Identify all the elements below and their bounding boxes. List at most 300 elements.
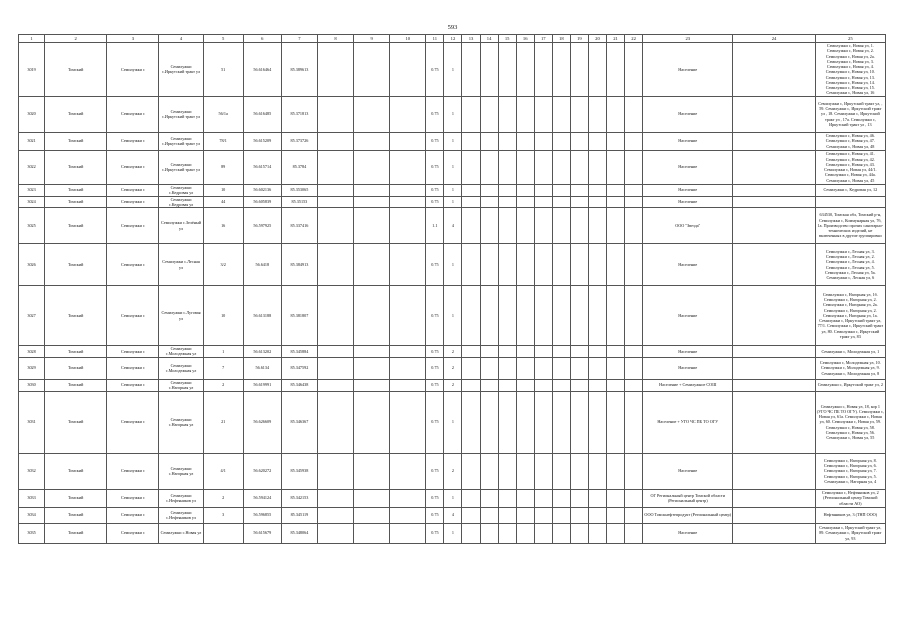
empty-cell — [498, 391, 516, 453]
empty-cell — [462, 150, 480, 184]
cell-area: 0.75 — [426, 357, 444, 379]
empty-cell — [534, 244, 552, 286]
empty-cell — [534, 208, 552, 244]
cell-id: 3032 — [19, 453, 45, 489]
empty-cell — [606, 196, 624, 208]
cell-region: Томский — [45, 286, 107, 346]
empty-cell — [498, 208, 516, 244]
cell-house: 7 — [203, 357, 243, 379]
empty-cell — [516, 357, 534, 379]
empty-cell — [516, 453, 534, 489]
empty-cell — [606, 244, 624, 286]
empty-cell — [733, 150, 815, 184]
empty-cell — [625, 208, 643, 244]
empty-cell — [480, 43, 498, 97]
table-row — [19, 208, 886, 244]
cell-id: 3019 — [19, 43, 45, 97]
table-row — [19, 184, 886, 196]
table-row — [19, 150, 886, 184]
cell-region: Томский — [45, 357, 107, 379]
empty-cell — [354, 507, 390, 523]
empty-cell — [588, 391, 606, 453]
cell-region: Томский — [45, 453, 107, 489]
cell-count: 1 — [444, 391, 462, 453]
empty-cell — [480, 150, 498, 184]
cell-owner: Население + УГО ЧС ПБ ТО ОГУ — [643, 391, 733, 453]
empty-cell — [498, 196, 516, 208]
cell-settlement: Семилужки с — [107, 357, 159, 379]
empty-cell — [552, 208, 570, 244]
empty-cell — [606, 379, 624, 391]
cell-lat: 56.596855 — [243, 507, 281, 523]
empty-cell — [480, 184, 498, 196]
empty-cell — [317, 96, 353, 132]
cell-area: 0.75 — [426, 286, 444, 346]
cell-owner: Население — [643, 346, 733, 358]
empty-cell — [534, 379, 552, 391]
empty-cell — [354, 132, 390, 150]
cell-region: Томский — [45, 43, 107, 97]
column-header: 13 — [462, 35, 480, 43]
empty-cell — [534, 96, 552, 132]
table-row — [19, 357, 886, 379]
empty-cell — [480, 96, 498, 132]
column-header: 10 — [390, 35, 426, 43]
cell-id: 3027 — [19, 286, 45, 346]
empty-cell — [516, 132, 534, 150]
cell-address: Семилужки с, Молодежная ул, 1 — [815, 346, 885, 358]
cell-address: Семилужки с, Новая ул, 1. Семилужки с, Новая ул, 2. Семилужки с, Новая ул, 2а. Семилужки с, Новая ул, 3. Семилужки с, Новая ул, 4. Семилужки с, Новая ул, 10. Семилужки с, Новая ул, 13. Семилужки с, Новая ул, 14. Семилужки с, Новая ул, 15. Семилужки с, Новая ул, 16 — [815, 43, 885, 97]
empty-cell — [354, 43, 390, 97]
table-row — [19, 196, 886, 208]
cell-id: 3024 — [19, 196, 45, 208]
empty-cell — [534, 150, 552, 184]
empty-cell — [606, 43, 624, 97]
table-row — [19, 453, 886, 489]
table-row — [19, 523, 886, 543]
empty-cell — [516, 286, 534, 346]
cell-settlement: Семилужки с — [107, 453, 159, 489]
empty-cell — [390, 150, 426, 184]
column-header: 22 — [625, 35, 643, 43]
empty-cell — [354, 391, 390, 453]
empty-cell — [733, 507, 815, 523]
empty-cell — [606, 523, 624, 543]
cell-region: Томский — [45, 150, 107, 184]
column-header: 12 — [444, 35, 462, 43]
empty-cell — [534, 391, 552, 453]
cell-id: 3025 — [19, 208, 45, 244]
empty-cell — [462, 507, 480, 523]
cell-area: 0.75 — [426, 523, 444, 543]
cell-settlement: Семилужки с — [107, 523, 159, 543]
cell-address: Семилужки с, Новая ул, 18, кор 1 (УГО ЧС ПБ ТО ОГУ). Семилужки с, Новая ул, 61а. Семилужки с, Новая ул, 60. Семилужки с, Новая ул, 59. Семилужки с, Новая ул, 58. Семилужки с, Новая ул, 56. Семилужки с, Новая ул, 55 — [815, 391, 885, 453]
cell-lon: 85.373726 — [281, 132, 317, 150]
empty-cell — [498, 150, 516, 184]
column-header: 16 — [516, 35, 534, 43]
cell-region: Томский — [45, 489, 107, 507]
cell-region: Томский — [45, 132, 107, 150]
table-row — [19, 507, 886, 523]
cell-house: 44 — [203, 196, 243, 208]
empty-cell — [606, 453, 624, 489]
cell-house: 51 — [203, 43, 243, 97]
empty-cell — [606, 391, 624, 453]
cell-settlement: Семилужки с — [107, 244, 159, 286]
cell-count: 1 — [444, 132, 462, 150]
cell-lon: 85.348064 — [281, 523, 317, 543]
cell-area: 0.75 — [426, 132, 444, 150]
column-header: 9 — [354, 35, 390, 43]
empty-cell — [480, 346, 498, 358]
cell-address: 634530, Томская обл, Томский р-н, Семилужки с, Коммунарная ул, 7б, 1а. Производство прочих санитарно-технических изделий, не включенных в другие группировки — [815, 208, 885, 244]
empty-cell — [588, 43, 606, 97]
empty-cell — [462, 244, 480, 286]
cell-settlement: Семилужки с — [107, 43, 159, 97]
cell-count: 1 — [444, 244, 462, 286]
empty-cell — [498, 96, 516, 132]
table-row — [19, 43, 886, 97]
empty-cell — [606, 346, 624, 358]
empty-cell — [534, 346, 552, 358]
cell-house: 16 — [203, 208, 243, 244]
empty-cell — [390, 96, 426, 132]
cell-address: Семилужки с, Нагорная ул, 8. Семилужки с, Нагорная ул, 6. Семилужки с, Нагорная ул, 7. Семилужки с, Нагорная ул, 5. Семилужки с, Нагорная ул, 4 — [815, 453, 885, 489]
empty-cell — [733, 346, 815, 358]
empty-cell — [516, 489, 534, 507]
column-header: 17 — [534, 35, 552, 43]
cell-lat: 56.602136 — [243, 184, 281, 196]
cell-address: Семилужки с, Нагорная ул, 1б. Семилужки с, Нагорная ул, 2. Семилужки с, Нагорная ул, 2а. Семилужки с, Нагорная ул, 2. Семилужки с, Нагорная ул, 1а. Семилужки с, Иркутский тракт ул, 77/1. Семилужки с, Иркутский тракт ул, 80. Семилужки с, Иркутский тракт ул, 83 — [815, 286, 885, 346]
cell-area: 0.75 — [426, 507, 444, 523]
cell-lon: 85.381807 — [281, 286, 317, 346]
cell-house: 2 — [203, 379, 243, 391]
empty-cell — [462, 286, 480, 346]
empty-cell — [354, 96, 390, 132]
cell-street: Семилужки с.Зелёный ул — [159, 208, 203, 244]
cell-address: Семилужки с, Лесная ул, 3. Семилужки с, Лесная ул, 2. Семилужки с, Лесная ул, 4. Семилужки с, Лесная ул, 5. Семилужки с, Лесная ул, 5а. Семилужки с, Лесная ул, 6 — [815, 244, 885, 286]
cell-id: 3020 — [19, 96, 45, 132]
empty-cell — [625, 244, 643, 286]
empty-cell — [317, 184, 353, 196]
cell-lon: 85.345938 — [281, 453, 317, 489]
empty-cell — [462, 208, 480, 244]
cell-count: 2 — [444, 357, 462, 379]
empty-cell — [588, 286, 606, 346]
empty-cell — [733, 379, 815, 391]
table-row — [19, 379, 886, 391]
cell-lon: 85.345119 — [281, 507, 317, 523]
empty-cell — [570, 208, 588, 244]
cell-lon: 85.35153 — [281, 196, 317, 208]
empty-cell — [570, 489, 588, 507]
cell-id: 3031 — [19, 391, 45, 453]
cell-region: Томский — [45, 244, 107, 286]
cell-address: Семилужки с, Нефтяников ул, 2 (Региональный центр Томской области АО) — [815, 489, 885, 507]
empty-cell — [480, 453, 498, 489]
empty-cell — [498, 184, 516, 196]
empty-cell — [534, 132, 552, 150]
empty-cell — [317, 453, 353, 489]
column-header: 2 — [45, 35, 107, 43]
empty-cell — [552, 132, 570, 150]
cell-street: Семилужки с.Нагорная ул — [159, 391, 203, 453]
cell-count: 2 — [444, 346, 462, 358]
empty-cell — [570, 43, 588, 97]
column-header: 5 — [203, 35, 243, 43]
cell-owner: Население — [643, 196, 733, 208]
cell-region: Томский — [45, 346, 107, 358]
empty-cell — [625, 379, 643, 391]
empty-cell — [625, 357, 643, 379]
empty-cell — [516, 96, 534, 132]
column-header: 25 — [815, 35, 885, 43]
cell-id: 3029 — [19, 357, 45, 379]
empty-cell — [570, 96, 588, 132]
cell-id: 3033 — [19, 489, 45, 507]
empty-cell — [552, 507, 570, 523]
cell-settlement: Семилужки с — [107, 96, 159, 132]
cell-lat: 56.613188 — [243, 286, 281, 346]
empty-cell — [462, 196, 480, 208]
empty-cell — [390, 391, 426, 453]
empty-cell — [588, 150, 606, 184]
empty-cell — [516, 507, 534, 523]
empty-cell — [570, 523, 588, 543]
empty-cell — [516, 244, 534, 286]
empty-cell — [390, 357, 426, 379]
cell-region: Томский — [45, 507, 107, 523]
empty-cell — [625, 196, 643, 208]
column-header: 11 — [426, 35, 444, 43]
empty-cell — [390, 208, 426, 244]
empty-cell — [354, 286, 390, 346]
empty-cell — [733, 453, 815, 489]
empty-cell — [462, 346, 480, 358]
cell-house: 56/1а — [203, 96, 243, 132]
table-row — [19, 391, 886, 453]
empty-cell — [552, 96, 570, 132]
cell-street: Семилужки с.Иркутский тракт ул — [159, 150, 203, 184]
empty-cell — [570, 286, 588, 346]
cell-id: 3021 — [19, 132, 45, 150]
cell-street: Семилужки с.Иркутский тракт ул — [159, 43, 203, 97]
empty-cell — [317, 196, 353, 208]
empty-cell — [390, 379, 426, 391]
empty-cell — [480, 507, 498, 523]
empty-cell — [516, 196, 534, 208]
cell-lat: 56.615209 — [243, 132, 281, 150]
cell-lat: 56.620272 — [243, 453, 281, 489]
cell-id: 3023 — [19, 184, 45, 196]
cell-owner: Население — [643, 523, 733, 543]
empty-cell — [462, 184, 480, 196]
empty-cell — [480, 523, 498, 543]
cell-lat: 56.6418 — [243, 244, 281, 286]
empty-cell — [552, 196, 570, 208]
cell-owner: Население — [643, 150, 733, 184]
cell-count: 1 — [444, 150, 462, 184]
empty-cell — [317, 286, 353, 346]
empty-cell — [606, 489, 624, 507]
table-row — [19, 132, 886, 150]
empty-cell — [354, 150, 390, 184]
cell-street: Семилужки с.Иркутский тракт ул — [159, 132, 203, 150]
empty-cell — [625, 346, 643, 358]
column-header: 14 — [480, 35, 498, 43]
empty-cell — [462, 96, 480, 132]
empty-cell — [516, 208, 534, 244]
cell-region: Томский — [45, 391, 107, 453]
empty-cell — [606, 357, 624, 379]
page-number: 593 — [447, 24, 458, 31]
cell-address: Семилужки с, Кедровая ул, 12 — [815, 184, 885, 196]
cell-count: 1 — [444, 96, 462, 132]
column-header: 18 — [552, 35, 570, 43]
empty-cell — [733, 357, 815, 379]
cell-area: 0.75 — [426, 346, 444, 358]
column-header: 24 — [733, 35, 815, 43]
column-header: 15 — [498, 35, 516, 43]
cell-lat: 56.613202 — [243, 346, 281, 358]
empty-cell — [552, 489, 570, 507]
empty-cell — [390, 196, 426, 208]
empty-cell — [480, 196, 498, 208]
cell-owner: Население — [643, 43, 733, 97]
cell-area: 0.75 — [426, 244, 444, 286]
empty-cell — [570, 357, 588, 379]
cell-house: 4/1 — [203, 453, 243, 489]
cell-count: 1 — [444, 43, 462, 97]
empty-cell — [606, 150, 624, 184]
cell-lat: 56.6134 — [243, 357, 281, 379]
table-row — [19, 489, 886, 507]
cell-region: Томский — [45, 96, 107, 132]
empty-cell — [570, 391, 588, 453]
cell-address: Семилужки с, Новая ул, 46. Семилужки с, Новая ул, 47. Семилужки с, Новая ул, 48 — [815, 132, 885, 150]
empty-cell — [606, 132, 624, 150]
column-header: 4 — [159, 35, 203, 43]
empty-cell — [317, 523, 353, 543]
empty-cell — [354, 379, 390, 391]
empty-cell — [462, 357, 480, 379]
empty-cell — [480, 286, 498, 346]
empty-cell — [588, 208, 606, 244]
empty-cell — [625, 96, 643, 132]
cell-id: 3026 — [19, 244, 45, 286]
column-header: 19 — [570, 35, 588, 43]
cell-area: 0.75 — [426, 43, 444, 97]
cell-address: Семилужки с, Иркутский тракт ул, , 59. Семилужки с, Иркутский тракт ул , 18. Семилужки с, Иркутский тракт ул , 17а. Семилужки с, Иркутский тракт ул , 13 — [815, 96, 885, 132]
empty-cell — [317, 244, 353, 286]
empty-cell — [516, 346, 534, 358]
cell-lat: 56.615714 — [243, 150, 281, 184]
empty-cell — [552, 453, 570, 489]
empty-cell — [625, 523, 643, 543]
empty-cell — [498, 453, 516, 489]
cell-house: 1 — [203, 346, 243, 358]
column-header: 23 — [643, 35, 733, 43]
cell-lon: 85.346367 — [281, 391, 317, 453]
empty-cell — [498, 132, 516, 150]
cell-count: 1 — [444, 523, 462, 543]
cell-lon: 85.389613 — [281, 43, 317, 97]
empty-cell — [625, 489, 643, 507]
empty-cell — [588, 184, 606, 196]
cell-address: Семилужки с, Новая ул, 41. Семилужки с, Новая ул, 42. Семилужки с, Новая ул, 43. Семилужки с, Новая ул, 44/1. Семилужки с, Новая ул, 44а. Семилужки с, Новая ул, 45 — [815, 150, 885, 184]
empty-cell — [570, 379, 588, 391]
empty-cell — [570, 150, 588, 184]
empty-cell — [733, 286, 815, 346]
empty-cell — [606, 208, 624, 244]
empty-cell — [516, 43, 534, 97]
cell-settlement: Семилужки с — [107, 208, 159, 244]
empty-cell — [552, 523, 570, 543]
empty-cell — [317, 391, 353, 453]
empty-cell — [625, 391, 643, 453]
cell-address: Нефтяников ул, 3 (ТНП ООО) — [815, 507, 885, 523]
cell-area: 0.75 — [426, 453, 444, 489]
column-header: 6 — [243, 35, 281, 43]
empty-cell — [570, 453, 588, 489]
empty-cell — [552, 357, 570, 379]
empty-cell — [534, 523, 552, 543]
cell-house: 21 — [203, 391, 243, 453]
empty-cell — [317, 357, 353, 379]
empty-cell — [588, 489, 606, 507]
empty-cell — [354, 184, 390, 196]
empty-cell — [588, 507, 606, 523]
empty-cell — [570, 184, 588, 196]
cell-house — [203, 523, 243, 543]
cell-count: 1 — [444, 489, 462, 507]
empty-cell — [480, 357, 498, 379]
cell-owner: Население — [643, 244, 733, 286]
empty-cell — [390, 346, 426, 358]
cell-lon: 85.345884 — [281, 346, 317, 358]
cell-id: 3022 — [19, 150, 45, 184]
empty-cell — [480, 208, 498, 244]
empty-cell — [588, 357, 606, 379]
cell-settlement: Семилужки с — [107, 150, 159, 184]
cell-lat: 56.597925 — [243, 208, 281, 244]
empty-cell — [552, 184, 570, 196]
empty-cell — [606, 184, 624, 196]
empty-cell — [498, 357, 516, 379]
cell-street: Семилужки с.Нагорная ул — [159, 453, 203, 489]
column-header: 20 — [588, 35, 606, 43]
empty-cell — [588, 523, 606, 543]
empty-cell — [588, 379, 606, 391]
empty-cell — [390, 244, 426, 286]
cell-count: 4 — [444, 208, 462, 244]
empty-cell — [570, 346, 588, 358]
cell-count: 2 — [444, 453, 462, 489]
cell-lat: 56.594124 — [243, 489, 281, 507]
cell-owner: Население — [643, 357, 733, 379]
empty-cell — [390, 43, 426, 97]
cell-street: Семилужки с.Кедровая ул — [159, 196, 203, 208]
cell-area: 0.75 — [426, 196, 444, 208]
column-header: 1 — [19, 35, 45, 43]
table-row — [19, 96, 886, 132]
cell-house: 3/2 — [203, 244, 243, 286]
empty-cell — [588, 132, 606, 150]
empty-cell — [588, 346, 606, 358]
cell-street: Семилужки с.Молодежная ул — [159, 346, 203, 358]
cell-lat: 56.616464 — [243, 43, 281, 97]
empty-cell — [390, 184, 426, 196]
